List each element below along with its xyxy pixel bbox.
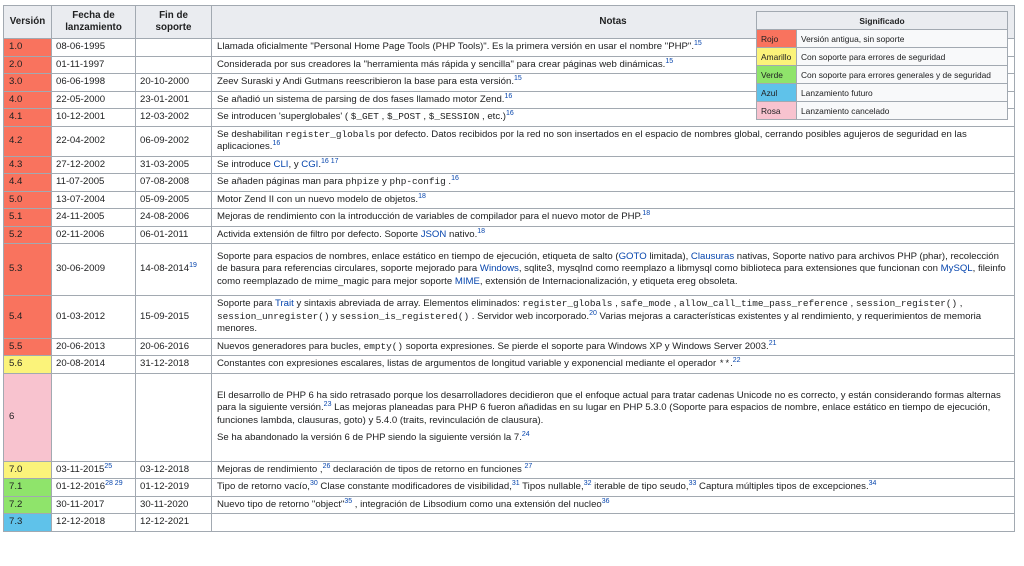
code-snippet: session_unregister() [217,310,330,322]
version-cell [4,461,52,479]
version-cell [4,109,52,127]
release-date-cell [52,461,136,479]
version-cell [4,244,52,296]
end-support-cell [136,296,212,339]
note-text: , [671,298,680,309]
version-cell [4,356,52,374]
note-text: Tipo de retorno vacío, [217,481,310,492]
release-date: 01-03-2012 [56,310,106,322]
version-label: 4.3 [9,158,23,170]
note-text: limitada), [646,250,691,262]
reference-link[interactable]: 34 [868,479,877,487]
end-support-cell [136,156,212,174]
reference-link[interactable]: 27 [524,462,533,470]
release-date-cell [52,126,136,156]
reference-link[interactable]: 15 [514,74,522,82]
release-date-cell [52,373,136,461]
notes-cell [212,244,1015,296]
notes-paragraph [217,390,1010,428]
note-text: y [379,176,390,187]
note-text: Zeev Suraski y Andi Gutmans reescribieron la base para esta versión. [217,76,515,87]
note-text: declaración de tipos de retorno en funciones [330,463,525,475]
version-cell [4,226,52,244]
table-row [4,156,1015,174]
legend-description: Versión antigua, sin soporte [797,30,1008,48]
note-text: Soporte para [217,298,275,309]
notes-cell [212,156,1015,174]
reference-link[interactable]: 26 [322,462,331,470]
notes-cell [212,191,1015,209]
note-text: Varias mejoras a características existentes y al rendimiento, y requerimientos de memoria menores. [217,310,982,334]
notes-cell [212,226,1015,244]
legend-description: Lanzamiento cancelado [797,102,1008,120]
note-text: Se introduce [217,158,274,170]
release-date-cell [52,244,136,296]
version-cell [4,126,52,156]
end-support-cell [136,479,212,497]
version-label: 5.5 [9,340,23,352]
end-support-cell [136,191,212,209]
version-label: 6 [9,410,15,422]
table-row [4,209,1015,227]
note-text: Soporte para espacios de nombres, enlace estático en tiempo de ejecución, etiqueta de salto ( [217,250,619,262]
wiki-link[interactable]: Windows [479,263,519,275]
note-text: por defecto. Datos recibidos por la red no son insertados en el espacio de nombres global, cerrando posibles agujeros de seguridad en las aplicaciones. [217,128,967,152]
code-snippet: empty() [363,340,404,352]
reference-link[interactable]: 36 [601,497,610,505]
note-text: Se añaden páginas man para [217,176,346,187]
note-text: Constantes con expresiones escalares, listas de argumentos de longitud variable y exponencial mediante el operador [217,358,719,369]
notes-cell [212,338,1015,356]
release-date: 06-06-1998 [56,76,106,87]
version-cell [4,156,52,174]
legend-header-row [757,12,1008,30]
table-row [4,461,1015,479]
release-date-cell [52,174,136,192]
note-text: soporta expresiones. Se pierde el soporte para Windows XP y Windows Server 2003. [403,340,769,352]
release-date-cell [52,479,136,497]
table-row [4,338,1015,356]
release-date-cell [52,74,136,92]
code-snippet: php-config [389,176,446,187]
reference-link[interactable]: 28 29 [105,479,123,487]
note-text: , [847,298,856,309]
legend-title: Significado [757,12,1008,30]
release-date: 01-12-2016 [56,481,106,492]
note-text: y sintaxis abreviada de array. Elementos eliminados: [293,298,523,309]
note-text: y [329,310,340,322]
note-text: , fileinfo como reemplazado de mime_magic para mejor soporte [217,263,1006,287]
reference-link[interactable]: 25 [104,462,113,470]
version-label: 7.0 [9,463,23,475]
table-row [4,244,1015,296]
code-snippet: phpize [345,176,380,187]
notes-cell [212,373,1015,461]
version-label: 7.1 [9,481,23,492]
header-version: Versión [4,6,52,39]
reference-link[interactable]: 16 [272,139,281,147]
code-snippet: ** [718,358,731,369]
version-label: 5.0 [9,193,23,205]
table-row [4,356,1015,374]
reference-link[interactable]: 24 [521,430,530,438]
release-date: 22-05-2000 [56,93,106,105]
version-cell [4,209,52,227]
version-cell [4,373,52,461]
note-text: nativo. [446,228,478,240]
legend-color-name: Rojo [757,30,797,48]
reference-link[interactable]: 19 [189,262,197,270]
reference-link[interactable]: 22 [732,356,741,364]
release-date: 01-11-1997 [56,58,105,70]
wiki-link[interactable]: CGI [301,158,319,170]
legend-row [757,66,1008,84]
end-support-cell [136,39,212,57]
version-label: 5.6 [9,358,23,369]
notes-cell [212,296,1015,339]
release-date-cell [52,191,136,209]
end-support-date: 23-01-2001 [140,93,190,105]
note-text: , [957,298,963,309]
legend-row [757,30,1008,48]
header-release-date: Fecha de lanzamiento [52,6,136,39]
note-text: Se deshabilitan [217,128,286,140]
end-support-cell [136,226,212,244]
reference-link[interactable]: 16 [504,92,513,100]
version-label: 5.3 [9,263,23,275]
end-support-date: 12-03-2002 [140,111,190,122]
note-text: . [318,158,322,170]
end-support-cell [136,338,212,356]
version-label: 2.0 [9,58,23,70]
release-date-cell [52,356,136,374]
code-snippet: safe_mode [620,298,672,309]
version-label: 7.2 [9,498,23,510]
release-date-cell [52,496,136,514]
table-row [4,514,1015,532]
reference-link[interactable]: 16 [506,109,514,117]
wiki-link[interactable]: JSON [420,228,447,240]
end-support-cell [136,109,212,127]
reference-link[interactable]: 20 [589,309,597,317]
note-text: Se introducen 'superglobales' ( [217,111,351,122]
note-text: Se añadió un sistema de parsing de dos fases llamado motor Zend. [217,93,505,105]
reference-link[interactable]: 31 [511,479,520,487]
end-support-date: 20-06-2016 [140,340,190,352]
note-text: Tipos nullable, [519,481,584,492]
table-row [4,496,1015,514]
end-support-cell [136,356,212,374]
code-snippet: register_globals [285,128,376,140]
reference-link[interactable]: 16 [451,174,459,182]
legend-row [757,84,1008,102]
note-text: . [445,176,452,187]
note-text: Nuevo tipo de retorno "object" [217,498,345,510]
release-date-cell [52,338,136,356]
release-date-cell [52,296,136,339]
code-snippet: register_globals [522,298,613,309]
note-text: . Servidor web incorporado. [469,310,590,322]
code-snippet: $_POST [386,111,421,122]
end-support-date: 12-12-2021 [140,516,190,527]
note-text: Las mejoras planeadas para PHP 6 fueron añadidas en su lugar en PHP 5.3.0 (Soporte para espacios de nombre, enlace estático en tiempo de ejecución, funciones lambda, clausuras, goto) y 5.4.0 (traits, revinculación de clausura). [217,402,991,426]
release-date-cell [52,226,136,244]
reference-link[interactable]: 23 [323,400,332,408]
version-cell [4,174,52,192]
wiki-link[interactable]: MIME [454,275,480,287]
header-end-support: Fin de soporte [136,6,212,39]
notes-cell [212,126,1015,156]
end-support-date: 20-10-2000 [140,76,190,87]
release-date-cell [52,109,136,127]
version-cell [4,479,52,497]
note-text: . [730,358,733,369]
note-text: Motor Zend II con un nuevo modelo de objetos. [217,193,419,205]
note-text: Se ha abandonado la versión 6 de PHP siendo la siguiente versión la 7. [217,432,522,443]
end-support-date: 01-12-2019 [140,481,190,492]
legend-description: Lanzamiento futuro [797,84,1008,102]
legend-row [757,48,1008,66]
code-snippet: allow_call_time_pass_reference [679,298,848,309]
legend-color-name: Azul [757,84,797,102]
reference-link[interactable]: 15 [665,57,674,65]
notes-cell [212,209,1015,227]
reference-link[interactable]: 15 [694,39,702,47]
version-cell [4,56,52,74]
end-support-cell [136,496,212,514]
version-label: 5.1 [9,211,23,222]
release-date: 02-11-2006 [56,228,105,240]
version-label: 4.4 [9,176,23,187]
legend-description: Con soporte para errores de seguridad [797,48,1008,66]
notes-cell [212,479,1015,497]
legend-body [757,30,1008,120]
release-date-cell [52,209,136,227]
legend-row [757,102,1008,120]
note-text: , [612,298,621,309]
table-row [4,126,1015,156]
legend-table [756,11,1008,120]
notes-cell [212,514,1015,532]
end-support-cell [136,126,212,156]
reference-link[interactable]: 21 [768,339,777,347]
release-date: 20-06-2013 [56,340,106,352]
code-snippet: session_is_registered() [339,310,470,322]
end-support-date: 05-09-2005 [140,193,190,205]
reference-link[interactable]: 33 [688,479,697,487]
reference-link[interactable]: 18 [477,227,486,235]
note-text: , sqlite3, mysqlnd como reemplazo a libmysql como biblioteca para extensiones que funcionan con [518,263,941,275]
end-support-date: 30-11-2020 [140,498,189,510]
version-label: 4.0 [9,93,23,105]
version-cell [4,39,52,57]
release-date: 30-11-2017 [56,498,105,510]
version-cell [4,514,52,532]
wiki-link[interactable]: Clausuras [690,250,735,262]
version-label: 7.3 [9,516,23,527]
note-text: Considerada por sus creadores la "herramienta más rápida y sencilla" para crear páginas web dinámicas. [217,58,666,70]
end-support-date: 31-12-2018 [140,358,190,369]
end-support-cell [136,514,212,532]
notes-cell [212,174,1015,192]
release-date: 20-08-2014 [56,358,106,369]
note-text: Mejoras de rendimiento , [217,463,323,475]
end-support-cell [136,56,212,74]
note-text: , [378,111,387,122]
table-row [4,174,1015,192]
note-text: nativas, Soporte nativo para archivos PHP (phar), recolección de basura para referencias circulares, soporte mejorado para [217,250,999,275]
notes-cell [212,461,1015,479]
release-date-cell [52,56,136,74]
release-date: 24-11-2005 [56,211,105,222]
release-date-cell [52,39,136,57]
end-support-cell [136,74,212,92]
version-cell [4,338,52,356]
note-text: , extensión de Internacionalización, y etiqueta ereg obsoleta. [479,275,738,287]
wiki-link[interactable]: Trait [274,298,294,309]
note-text: El desarrollo de PHP 6 ha sido retrasado porque los desarrolladores decidieron que el enfoque actual para tratar cadenas Unicode no es correcto, y están considerando formas alternas para la siguiente versión. [217,389,1001,413]
notes-cell [212,356,1015,374]
version-label: 4.2 [9,134,23,146]
release-date: 22-04-2002 [56,134,106,146]
code-snippet: $_SESSION [428,111,480,122]
notes-cell [212,496,1015,514]
wiki-link[interactable]: GOTO [618,250,647,262]
release-date: 10-12-2001 [56,111,106,122]
release-date-cell [52,91,136,109]
reference-link[interactable]: 16 17 [321,157,339,165]
table-row [4,191,1015,209]
release-date: 13-07-2004 [56,193,106,205]
note-text: , integración de Libsodium como una extensión del nucleo [352,498,602,510]
table-row [4,226,1015,244]
release-date: 27-12-2002 [56,158,106,170]
end-support-cell [136,174,212,192]
table-row [4,373,1015,461]
end-support-date: 15-09-2015 [140,310,190,322]
end-support-date: 06-01-2011 [140,228,189,240]
end-support-date: 07-08-2008 [140,176,190,187]
note-text: Mejoras de rendimiento con la introducción de variables de compilador para el nuevo motor de PHP. [217,211,643,222]
release-date: 12-12-2018 [56,516,106,527]
note-text: , [420,111,429,122]
version-label: 1.0 [9,41,23,52]
release-date: 30-06-2009 [56,263,106,275]
header-notes: Notas [212,6,1015,39]
end-support-date: 06-09-2002 [140,134,190,146]
release-date-cell [52,514,136,532]
version-label: 5.4 [9,310,23,322]
end-support-date: 31-03-2005 [140,158,190,170]
version-cell [4,191,52,209]
wiki-link[interactable]: CLI [273,158,289,170]
release-date-cell [52,156,136,174]
end-support-cell [136,373,212,461]
code-snippet: session_register() [855,298,958,309]
end-support-cell [136,91,212,109]
note-text: Llamada oficialmente "Personal Home Page Tools (PHP Tools)". Es la primera versión en usar el nombre "PHP". [217,41,695,52]
note-text: Nuevos generadores para bucles, [217,340,364,352]
note-text: Captura múltiples tipos de excepciones. [696,481,869,492]
end-support-cell [136,244,212,296]
version-cell [4,74,52,92]
version-label: 3.0 [9,76,23,87]
end-support-cell [136,461,212,479]
note-text: , etc.) [479,111,506,122]
version-cell [4,496,52,514]
version-label: 4.1 [9,111,23,122]
reference-link[interactable]: 18 [642,209,651,217]
reference-link[interactable]: 18 [418,192,426,200]
table-row [4,479,1015,497]
legend-color-name: Verde [757,66,797,84]
table-row [4,296,1015,339]
notes-paragraph [217,432,1010,445]
reference-link[interactable]: 32 [583,479,592,487]
code-snippet: $_GET [350,111,379,122]
note-text: Activida extensión de filtro por defecto. Soporte [217,228,421,240]
legend-color-name: Amarillo [757,48,797,66]
release-date: 11-07-2005 [56,176,105,187]
note-text: , y [288,158,302,170]
release-date: 08-06-1995 [56,41,106,52]
legend-color-name: Rosa [757,102,797,120]
end-support-date: 14-08-2014 [140,263,190,275]
end-support-date: 03-12-2018 [140,463,190,475]
note-text: Clase constante modificadores de visibilidad, [317,481,512,492]
end-support-date: 24-08-2006 [140,211,190,222]
release-date: 03-11-2015 [56,463,105,475]
reference-link[interactable]: 30 [309,479,318,487]
note-text: iterable de tipo seudo, [591,481,689,492]
version-cell [4,296,52,339]
version-cell [4,91,52,109]
wiki-link[interactable]: MySQL [940,263,973,275]
reference-link[interactable]: 35 [344,497,353,505]
version-label: 5.2 [9,228,23,240]
end-support-cell [136,209,212,227]
legend-description: Con soporte para errores generales y de seguridad [797,66,1008,84]
